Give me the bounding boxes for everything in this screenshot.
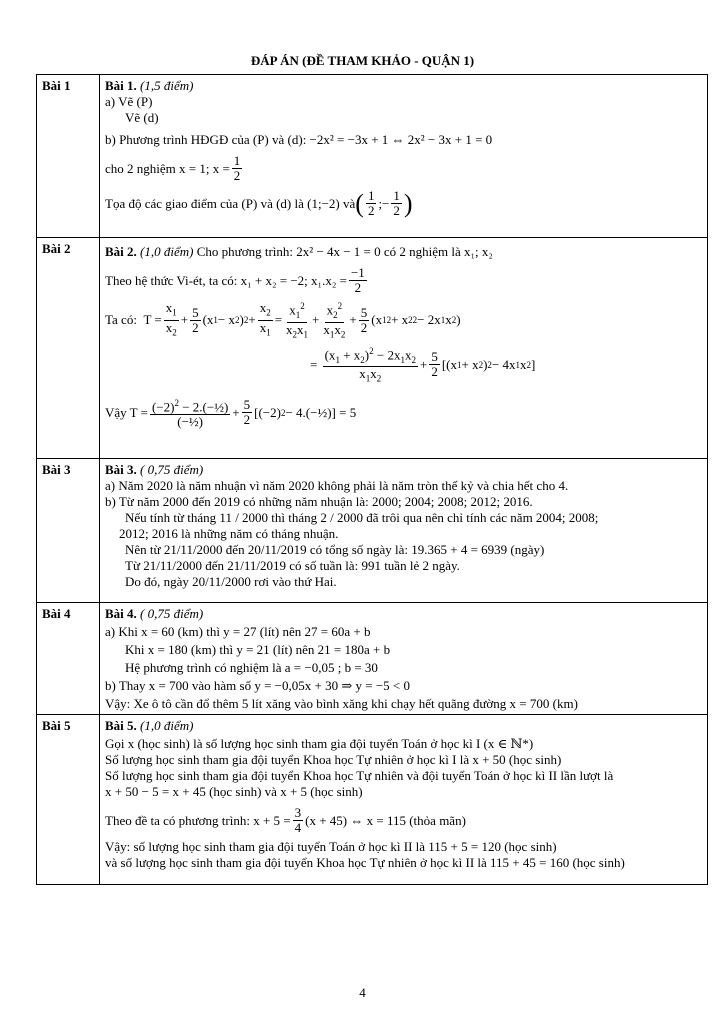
points: ( 0,75 điểm) xyxy=(140,462,204,477)
line: Ta có: xyxy=(105,312,137,328)
line: Theo đề ta có phương trình: x + 5 = xyxy=(105,812,291,828)
line: Từ 21/11/2000 đến 21/11/2019 có số tuần là: 991 tuần lẻ 2 ngày. xyxy=(125,558,460,573)
line: Nên từ 21/11/2000 đến 20/11/2019 có tổng số ngày là: 19.365 + 4 = 6939 (ngày) xyxy=(125,542,545,557)
line: Gọi x (học sinh) là số lượng học sinh tham gia đội tuyển Toán ở học kì I (x ∈ ℕ*) xyxy=(105,736,534,751)
row-label: Bài 5 xyxy=(37,715,100,885)
line: Nếu tính từ tháng 11 / 2000 thì tháng 2 / 2000 đã trôi qua nên chỉ tính các năm 2004; 2008; xyxy=(125,510,599,525)
line: b) Từ năm 2000 đến 2019 có những năm nhuận là: 2000; 2004; 2008; 2012; 2016. xyxy=(105,494,533,509)
row-content xyxy=(100,459,708,603)
line: x + 50 − 5 = x + 45 (học sinh) và x + 5 (học sinh) xyxy=(105,784,363,799)
line: a) Vẽ (P) xyxy=(105,94,153,109)
line: (x + 45) ⇔ x = 115 (thỏa mãn) xyxy=(305,812,466,828)
points: (1,5 điểm) xyxy=(140,78,194,93)
points: (1,0 điểm) xyxy=(140,244,194,259)
line: Vậy T = xyxy=(105,404,148,420)
table-row xyxy=(37,459,708,603)
row-label: Bài 4 xyxy=(37,603,100,715)
line: b) Thay x = 700 vào hàm số y = −0,05x + 30 ⇒ y = −5 < 0 xyxy=(105,678,410,693)
line: Số lượng học sinh tham gia đội tuyển Khoa học Tự nhiên ở học kì I là x + 50 (học sinh) xyxy=(105,752,562,767)
line: a) Năm 2020 là năm nhuận vì năm 2020 không phải là năm tròn thế kỷ và chia hết cho 4. xyxy=(105,478,569,493)
row-content xyxy=(100,603,708,715)
table-row xyxy=(37,238,708,459)
problem-heading: Bài 2. xyxy=(105,244,137,259)
line: và số lượng học sinh tham gia đội tuyển Khoa học Tự nhiên ở học kì II là 115 + 45 = 160 (học sinh) xyxy=(105,855,625,870)
row-label: Bài 1 xyxy=(37,75,100,238)
row-content xyxy=(100,715,708,885)
row-label: Bài 2 xyxy=(37,238,100,459)
answer-table xyxy=(36,74,708,885)
table-row xyxy=(37,715,708,885)
line: Vậy: Xe ô tô cần đổ thêm 5 lít xăng vào bình xăng khi chạy hết quãng đường x = 700 (km) xyxy=(105,696,578,711)
line: a) Khi x = 60 (km) thì y = 27 (lít) nên 27 = 60a + b xyxy=(105,624,371,639)
line: Do đó, ngày 20/11/2000 rơi vào thứ Hai. xyxy=(125,574,337,589)
points: ( 0,75 điểm) xyxy=(140,606,204,621)
page-title: ĐÁP ÁN (ĐỀ THAM KHẢO - QUẬN 1) xyxy=(250,53,475,68)
line: b) Phương trình HĐGĐ của (P) và (d): −2x² = −3x + 1 ⇔ 2x² − 3x + 1 = 0 xyxy=(105,132,493,147)
fraction: $\frac{1}{2}$ xyxy=(393,188,400,218)
table-row xyxy=(37,75,708,238)
problem-heading: Bài 5. xyxy=(105,718,137,733)
line: 2012; 2016 là những năm có tháng nhuận. xyxy=(119,526,339,541)
row-label: Bài 3 xyxy=(37,459,100,603)
problem-heading: Bài 1. xyxy=(105,78,137,93)
line: Hệ phương trình có nghiệm là a = −0,05 ; b = 30 xyxy=(125,660,378,675)
line: Theo hệ thức Vi-ét, ta có: x₁ + x₂ = −2; x₁.x₂ = xyxy=(105,272,347,288)
row-content: Bài 2. (1,0 điểm) Cho phương trình: 2x² − 4x − 1 = 0 có 2 nghiệm là x₁; x₂ Theo hệ thức Vi-ét, ta có: x₁ + x₂ = −2; x₁.x₂ = $\frac{-1}{2}$ Ta có: T = $\frac{x_1}{x_2}$ + $\frac{5}{2}$ (x 1 − x 2 ) 2 + $\frac{x_2}{x_1}$ = $\frac{x_1^2}{x_2x_1}$ + $\frac{x_2^2}{x_1x_2}$ + $\frac{5}{2}$ (x 1 2 + x 2 2 − 2x 1 x 2 ) = $\frac{(x_1 + x_2)^2 - 2x_1x_2}{x_1x_2}$ + $\frac{5}{2}$ [(x 1 + x 2 ) 2 − 4x 1 x 2 ] Vậy T = $\frac{(-2)^2 - 2.(-\frac{1}{2})}{\text{(−½)}}$ + $\frac{5}{2}$ [(−2) 2 − 4.(−½)] = 5 xyxy=(100,238,708,459)
line: Khi x = 180 (km) thì y = 21 (lít) nên 21 = 180a + b xyxy=(125,642,391,657)
table-row xyxy=(37,603,708,715)
line: Cho phương trình: 2x² − 4x − 1 = 0 có 2 nghiệm là x₁; x₂ xyxy=(196,244,493,259)
fraction: $\frac{3}{4}$ xyxy=(294,805,302,835)
line: Vậy: số lượng học sinh tham gia đội tuyển Toán ở học kì II là 115 + 5 = 120 (học sinh) xyxy=(105,839,557,854)
problem-heading: Bài 3. xyxy=(105,462,137,477)
line: Vẽ (d) xyxy=(125,110,159,125)
page-number: 4 xyxy=(359,985,366,1000)
fraction: $\frac{-1}{2}$ xyxy=(350,265,365,295)
problem-heading: Bài 4. xyxy=(105,606,137,621)
fraction: $\frac{1}{2}$ xyxy=(367,188,375,218)
points: (1,0 điểm) xyxy=(140,718,194,733)
fraction: $\frac{1}{2}$ xyxy=(233,153,241,183)
line: = 5 xyxy=(339,404,357,420)
line: Tọa độ các giao điểm của (P) và (d) là (1;−2) và xyxy=(105,195,356,211)
line: Số lượng học sinh tham gia đội tuyển Khoa học Tự nhiên và đội tuyển Toán ở học kì II lần lượt là xyxy=(105,768,614,783)
row-content: Bài 1. (1,5 điểm) a) Vẽ (P) Vẽ (d) b) Phương trình HĐGĐ của (P) và (d): −2x² = −3x + 1 ⇔ 2x² − 3x + 1 = 0 cho 2 nghiệm x = 1; x = $\frac{1}{2}$ Tọa độ các giao điểm của (P) và (d) là (1;−2) và ( $\frac{1}{2}$ ;− $\frac{1}{2}$ ) xyxy=(100,75,708,238)
line: cho 2 nghiệm x = 1; x = xyxy=(105,160,230,176)
